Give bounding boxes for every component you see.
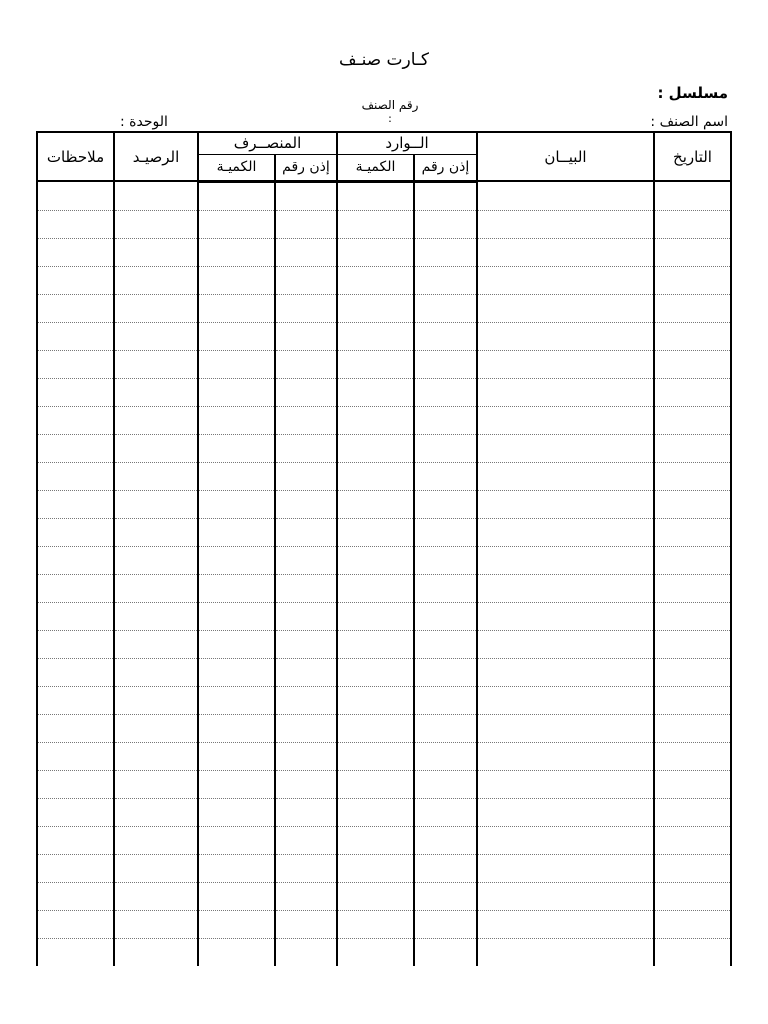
cell-outgoing-quantity[interactable]: [198, 798, 275, 826]
cell-statement[interactable]: [477, 546, 654, 574]
cell-incoming-quantity[interactable]: [337, 714, 414, 742]
cell-statement[interactable]: [477, 742, 654, 770]
cell-incoming-quantity[interactable]: [337, 378, 414, 406]
table-row: [37, 798, 731, 826]
cell-balance[interactable]: [114, 770, 198, 798]
cell-outgoing-voucher[interactable]: [275, 294, 337, 322]
cell-outgoing-voucher[interactable]: [275, 546, 337, 574]
item-code-text: رقم الصنف: [361, 98, 419, 112]
item-code-colon: :: [388, 112, 392, 125]
cell-incoming-voucher[interactable]: [414, 518, 477, 546]
cell-statement[interactable]: [477, 462, 654, 490]
cell-statement[interactable]: [477, 266, 654, 294]
cell-outgoing-voucher[interactable]: [275, 938, 337, 966]
table-row: [37, 546, 731, 574]
cell-date[interactable]: [654, 462, 731, 490]
cell-balance[interactable]: [114, 434, 198, 462]
cell-date[interactable]: [654, 238, 731, 266]
col-date-header: التاريخ: [654, 132, 731, 181]
cell-incoming-quantity[interactable]: [337, 434, 414, 462]
cell-balance[interactable]: [114, 602, 198, 630]
cell-notes[interactable]: [37, 434, 114, 462]
table-row: [37, 406, 731, 434]
cell-statement[interactable]: [477, 714, 654, 742]
col-balance-header: الرصيـد: [114, 132, 198, 181]
cell-outgoing-voucher[interactable]: [275, 602, 337, 630]
cell-incoming-quantity[interactable]: [337, 574, 414, 602]
cell-balance[interactable]: [114, 574, 198, 602]
cell-balance[interactable]: [114, 546, 198, 574]
cell-incoming-quantity[interactable]: [337, 742, 414, 770]
table-row: [37, 854, 731, 882]
cell-statement[interactable]: [477, 686, 654, 714]
cell-incoming-voucher[interactable]: [414, 378, 477, 406]
cell-balance[interactable]: [114, 798, 198, 826]
cell-incoming-voucher[interactable]: [414, 742, 477, 770]
table-row: [37, 910, 731, 938]
cell-balance[interactable]: [114, 518, 198, 546]
cell-outgoing-voucher[interactable]: [275, 826, 337, 854]
cell-incoming-quantity[interactable]: [337, 350, 414, 378]
table-row: [37, 686, 731, 714]
cell-outgoing-voucher[interactable]: [275, 181, 337, 210]
table-row: [37, 210, 731, 238]
cell-statement[interactable]: [477, 238, 654, 266]
cell-statement[interactable]: [477, 658, 654, 686]
cell-outgoing-quantity[interactable]: [198, 406, 275, 434]
cell-outgoing-quantity[interactable]: [198, 210, 275, 238]
cell-outgoing-quantity[interactable]: [198, 742, 275, 770]
cell-outgoing-quantity[interactable]: [198, 294, 275, 322]
cell-date[interactable]: [654, 742, 731, 770]
cell-statement[interactable]: [477, 910, 654, 938]
cell-statement[interactable]: [477, 798, 654, 826]
cell-balance[interactable]: [114, 658, 198, 686]
cell-notes[interactable]: [37, 181, 114, 210]
cell-incoming-voucher[interactable]: [414, 798, 477, 826]
cell-outgoing-voucher[interactable]: [275, 210, 337, 238]
cell-statement[interactable]: [477, 406, 654, 434]
cell-outgoing-voucher[interactable]: [275, 378, 337, 406]
cell-outgoing-quantity[interactable]: [198, 378, 275, 406]
cell-incoming-voucher[interactable]: [414, 181, 477, 210]
cell-date[interactable]: [654, 378, 731, 406]
cell-incoming-voucher[interactable]: [414, 630, 477, 658]
table-row: [37, 294, 731, 322]
serial-label: مسلسل :: [657, 84, 728, 102]
cell-outgoing-voucher[interactable]: [275, 770, 337, 798]
cell-outgoing-quantity[interactable]: [198, 826, 275, 854]
cell-notes[interactable]: [37, 322, 114, 350]
cell-incoming-quantity[interactable]: [337, 798, 414, 826]
cell-incoming-voucher[interactable]: [414, 294, 477, 322]
cell-notes[interactable]: [37, 854, 114, 882]
cell-balance[interactable]: [114, 266, 198, 294]
cell-notes[interactable]: [37, 546, 114, 574]
cell-outgoing-quantity[interactable]: [198, 602, 275, 630]
cell-statement[interactable]: [477, 350, 654, 378]
cell-incoming-voucher[interactable]: [414, 574, 477, 602]
table-row: [37, 826, 731, 854]
cell-notes[interactable]: [37, 350, 114, 378]
cell-outgoing-quantity[interactable]: [198, 854, 275, 882]
item-ledger-table: [36, 131, 732, 966]
cell-date[interactable]: [654, 518, 731, 546]
cell-statement[interactable]: [477, 434, 654, 462]
cell-date[interactable]: [654, 434, 731, 462]
cell-notes[interactable]: [37, 910, 114, 938]
cell-outgoing-voucher[interactable]: [275, 910, 337, 938]
table-row: [37, 518, 731, 546]
cell-statement[interactable]: [477, 378, 654, 406]
cell-balance[interactable]: [114, 322, 198, 350]
table-row: [37, 181, 731, 210]
cell-outgoing-quantity[interactable]: [198, 350, 275, 378]
cell-incoming-quantity[interactable]: [337, 630, 414, 658]
cell-balance[interactable]: [114, 910, 198, 938]
cell-incoming-quantity[interactable]: [337, 882, 414, 910]
cell-incoming-quantity[interactable]: [337, 658, 414, 686]
cell-statement[interactable]: [477, 294, 654, 322]
cell-notes[interactable]: [37, 462, 114, 490]
cell-outgoing-voucher[interactable]: [275, 574, 337, 602]
cell-outgoing-quantity[interactable]: [198, 630, 275, 658]
cell-date[interactable]: [654, 854, 731, 882]
cell-balance[interactable]: [114, 742, 198, 770]
cell-incoming-quantity[interactable]: [337, 406, 414, 434]
cell-incoming-voucher[interactable]: [414, 462, 477, 490]
col-notes-header: ملاحظات: [37, 132, 114, 181]
cell-incoming-voucher[interactable]: [414, 406, 477, 434]
cell-incoming-voucher[interactable]: [414, 546, 477, 574]
cell-incoming-voucher[interactable]: [414, 854, 477, 882]
cell-incoming-quantity[interactable]: [337, 210, 414, 238]
cell-date[interactable]: [654, 181, 731, 210]
cell-notes[interactable]: [37, 630, 114, 658]
cell-notes[interactable]: [37, 714, 114, 742]
table-row: [37, 630, 731, 658]
cell-balance[interactable]: [114, 210, 198, 238]
cell-balance[interactable]: [114, 854, 198, 882]
cell-outgoing-voucher[interactable]: [275, 462, 337, 490]
cell-balance[interactable]: [114, 826, 198, 854]
cell-outgoing-voucher[interactable]: [275, 406, 337, 434]
cell-date[interactable]: [654, 714, 731, 742]
cell-outgoing-quantity[interactable]: [198, 938, 275, 966]
cell-notes[interactable]: [37, 238, 114, 266]
cell-incoming-voucher[interactable]: [414, 238, 477, 266]
cell-date[interactable]: [654, 770, 731, 798]
cell-outgoing-quantity[interactable]: [198, 882, 275, 910]
cell-balance[interactable]: [114, 294, 198, 322]
cell-incoming-quantity[interactable]: [337, 826, 414, 854]
table-row: [37, 658, 731, 686]
cell-notes[interactable]: [37, 378, 114, 406]
cell-date[interactable]: [654, 658, 731, 686]
cell-notes[interactable]: [37, 742, 114, 770]
item-code-label: [290, 98, 490, 126]
cell-incoming-voucher[interactable]: [414, 350, 477, 378]
cell-date[interactable]: [654, 882, 731, 910]
cell-outgoing-voucher[interactable]: [275, 434, 337, 462]
table-row: [37, 434, 731, 462]
col-incoming-voucher-header: إذن رقم: [414, 154, 477, 181]
cell-incoming-voucher[interactable]: [414, 826, 477, 854]
cell-statement[interactable]: [477, 602, 654, 630]
cell-balance[interactable]: [114, 630, 198, 658]
cell-incoming-voucher[interactable]: [414, 322, 477, 350]
cell-notes[interactable]: [37, 938, 114, 966]
cell-date[interactable]: [654, 322, 731, 350]
cell-incoming-quantity[interactable]: [337, 462, 414, 490]
cell-incoming-voucher[interactable]: [414, 658, 477, 686]
cell-outgoing-quantity[interactable]: [198, 770, 275, 798]
cell-outgoing-quantity[interactable]: [198, 238, 275, 266]
cell-outgoing-quantity[interactable]: [198, 181, 275, 210]
col-outgoing-voucher-header: إذن رقم: [275, 154, 337, 181]
cell-date[interactable]: [654, 406, 731, 434]
cell-outgoing-quantity[interactable]: [198, 462, 275, 490]
cell-incoming-quantity[interactable]: [337, 322, 414, 350]
cell-date[interactable]: [654, 574, 731, 602]
cell-statement[interactable]: [477, 518, 654, 546]
cell-incoming-voucher[interactable]: [414, 210, 477, 238]
cell-balance[interactable]: [114, 181, 198, 210]
cell-date[interactable]: [654, 630, 731, 658]
cell-statement[interactable]: [477, 210, 654, 238]
ledger-body: [37, 181, 731, 966]
table-row: [37, 742, 731, 770]
cell-incoming-voucher[interactable]: [414, 938, 477, 966]
cell-balance[interactable]: [114, 686, 198, 714]
cell-notes[interactable]: [37, 826, 114, 854]
cell-statement[interactable]: [477, 938, 654, 966]
cell-statement[interactable]: [477, 854, 654, 882]
table-row: [37, 350, 731, 378]
cell-incoming-voucher[interactable]: [414, 602, 477, 630]
cell-notes[interactable]: [37, 882, 114, 910]
cell-outgoing-quantity[interactable]: [198, 686, 275, 714]
cell-balance[interactable]: [114, 938, 198, 966]
cell-outgoing-voucher[interactable]: [275, 350, 337, 378]
cell-outgoing-voucher[interactable]: [275, 686, 337, 714]
cell-incoming-quantity[interactable]: [337, 602, 414, 630]
table-row: [37, 462, 731, 490]
cell-incoming-voucher[interactable]: [414, 266, 477, 294]
cell-notes[interactable]: [37, 210, 114, 238]
table-row: [37, 602, 731, 630]
cell-date[interactable]: [654, 546, 731, 574]
cell-statement[interactable]: [477, 322, 654, 350]
cell-outgoing-quantity[interactable]: [198, 910, 275, 938]
cell-balance[interactable]: [114, 462, 198, 490]
cell-outgoing-quantity[interactable]: [198, 322, 275, 350]
cell-notes[interactable]: [37, 266, 114, 294]
cell-incoming-quantity[interactable]: [337, 266, 414, 294]
cell-notes[interactable]: [37, 574, 114, 602]
cell-outgoing-quantity[interactable]: [198, 434, 275, 462]
cell-balance[interactable]: [114, 406, 198, 434]
unit-label: الوحدة :: [120, 114, 168, 130]
cell-outgoing-voucher[interactable]: [275, 882, 337, 910]
cell-date[interactable]: [654, 826, 731, 854]
cell-balance[interactable]: [114, 350, 198, 378]
table-row: [37, 378, 731, 406]
cell-notes[interactable]: [37, 658, 114, 686]
cell-notes[interactable]: [37, 686, 114, 714]
cell-balance[interactable]: [114, 714, 198, 742]
col-statement-header: البيــان: [477, 132, 654, 181]
cell-incoming-voucher[interactable]: [414, 490, 477, 518]
cell-date[interactable]: [654, 266, 731, 294]
cell-outgoing-voucher[interactable]: [275, 714, 337, 742]
cell-incoming-quantity[interactable]: [337, 854, 414, 882]
cell-outgoing-voucher[interactable]: [275, 630, 337, 658]
cell-notes[interactable]: [37, 406, 114, 434]
cell-incoming-voucher[interactable]: [414, 882, 477, 910]
table-row: [37, 714, 731, 742]
cell-incoming-quantity[interactable]: [337, 294, 414, 322]
cell-notes[interactable]: [37, 518, 114, 546]
page-title: كـارت صنـف: [338, 50, 429, 70]
cell-outgoing-quantity[interactable]: [198, 714, 275, 742]
cell-statement[interactable]: [477, 826, 654, 854]
cell-incoming-quantity[interactable]: [337, 686, 414, 714]
cell-date[interactable]: [654, 350, 731, 378]
cell-incoming-quantity[interactable]: [337, 770, 414, 798]
cell-outgoing-voucher[interactable]: [275, 238, 337, 266]
cell-outgoing-voucher[interactable]: [275, 266, 337, 294]
table-row: [37, 574, 731, 602]
cell-statement[interactable]: [477, 181, 654, 210]
cell-outgoing-voucher[interactable]: [275, 658, 337, 686]
cell-incoming-quantity[interactable]: [337, 546, 414, 574]
cell-incoming-voucher[interactable]: [414, 910, 477, 938]
cell-notes[interactable]: [37, 770, 114, 798]
cell-outgoing-quantity[interactable]: [198, 574, 275, 602]
table-row: [37, 938, 731, 966]
cell-incoming-quantity[interactable]: [337, 518, 414, 546]
cell-outgoing-quantity[interactable]: [198, 546, 275, 574]
cell-date[interactable]: [654, 910, 731, 938]
col-outgoing-header: المنصــرف: [198, 132, 337, 154]
cell-date[interactable]: [654, 938, 731, 966]
cell-date[interactable]: [654, 602, 731, 630]
cell-incoming-voucher[interactable]: [414, 686, 477, 714]
cell-incoming-quantity[interactable]: [337, 910, 414, 938]
cell-outgoing-quantity[interactable]: [198, 518, 275, 546]
cell-outgoing-voucher[interactable]: [275, 490, 337, 518]
cell-statement[interactable]: [477, 490, 654, 518]
cell-notes[interactable]: [37, 602, 114, 630]
cell-incoming-quantity[interactable]: [337, 181, 414, 210]
cell-statement[interactable]: [477, 574, 654, 602]
cell-incoming-quantity[interactable]: [337, 490, 414, 518]
cell-incoming-quantity[interactable]: [337, 938, 414, 966]
cell-date[interactable]: [654, 294, 731, 322]
table-row: [37, 238, 731, 266]
cell-outgoing-voucher[interactable]: [275, 518, 337, 546]
cell-balance[interactable]: [114, 378, 198, 406]
table-row: [37, 322, 731, 350]
cell-date[interactable]: [654, 686, 731, 714]
cell-date[interactable]: [654, 490, 731, 518]
cell-notes[interactable]: [37, 798, 114, 826]
cell-outgoing-voucher[interactable]: [275, 798, 337, 826]
cell-outgoing-quantity[interactable]: [198, 490, 275, 518]
cell-statement[interactable]: [477, 770, 654, 798]
cell-outgoing-voucher[interactable]: [275, 742, 337, 770]
cell-balance[interactable]: [114, 238, 198, 266]
col-incoming-quantity-header: الكميـة: [337, 154, 414, 181]
cell-date[interactable]: [654, 798, 731, 826]
cell-outgoing-voucher[interactable]: [275, 322, 337, 350]
cell-notes[interactable]: [37, 294, 114, 322]
col-incoming-header: الــوارد: [337, 132, 477, 154]
table-row: [37, 266, 731, 294]
cell-incoming-voucher[interactable]: [414, 714, 477, 742]
cell-outgoing-quantity[interactable]: [198, 658, 275, 686]
cell-incoming-voucher[interactable]: [414, 770, 477, 798]
cell-incoming-quantity[interactable]: [337, 238, 414, 266]
table-row: [37, 882, 731, 910]
col-outgoing-quantity-header: الكميـة: [198, 154, 275, 181]
cell-outgoing-voucher[interactable]: [275, 854, 337, 882]
cell-incoming-voucher[interactable]: [414, 434, 477, 462]
cell-notes[interactable]: [37, 490, 114, 518]
item-name-label: اسم الصنف :: [650, 114, 728, 130]
cell-statement[interactable]: [477, 882, 654, 910]
cell-balance[interactable]: [114, 490, 198, 518]
cell-date[interactable]: [654, 210, 731, 238]
cell-balance[interactable]: [114, 882, 198, 910]
table-row: [37, 490, 731, 518]
cell-outgoing-quantity[interactable]: [198, 266, 275, 294]
cell-statement[interactable]: [477, 630, 654, 658]
table-row: [37, 770, 731, 798]
